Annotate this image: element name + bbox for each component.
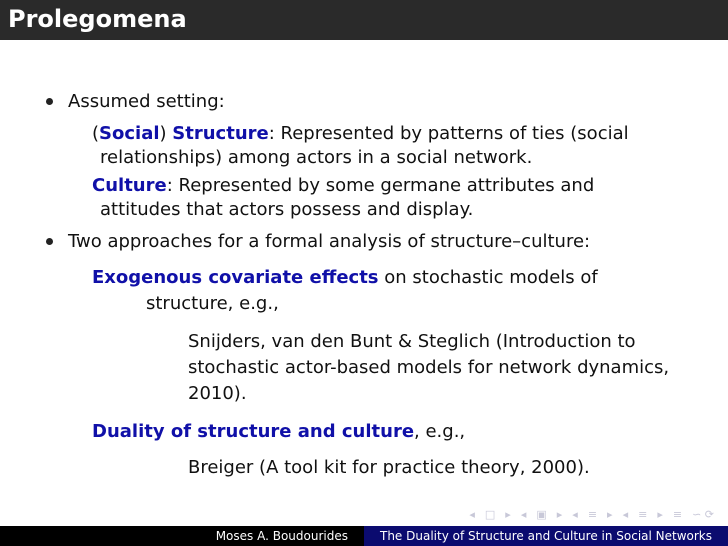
slide-footer — [0, 526, 728, 546]
duality-keyword: Duality of structure and culture — [92, 421, 415, 442]
structure-keyword: Structure — [172, 123, 269, 144]
structure-line-2: relationships) among actors in a social network. — [100, 147, 533, 168]
bullet-2-text: Two approaches for a formal analysis of structure–culture: — [68, 231, 591, 252]
footer-author-box — [0, 526, 364, 546]
nav-next-section-icon[interactable]: ▸ — [607, 507, 613, 521]
social-keyword: Social — [99, 123, 160, 144]
nav-prev-subsection-icon[interactable]: ◂ — [622, 507, 629, 521]
nav-align-icon[interactable]: ≡ — [672, 507, 683, 521]
exogenous-line-1: Exogenous covariate effects on stochastic models of — [92, 267, 598, 288]
culture-keyword: Culture — [92, 175, 167, 196]
footer-title-box: The Duality of Structure and Culture in Social Networks — [364, 526, 728, 546]
beamer-navigation — [469, 506, 714, 522]
bullet-1-text: Assumed setting: — [68, 91, 225, 112]
culture-line-1: Culture: Represented by some germane attributes and — [92, 175, 595, 196]
breiger-ref-line: Breiger (A tool kit for practice theory, 2000). — [188, 457, 590, 478]
bullet-dot-1 — [46, 98, 53, 105]
nav-next-slide-icon[interactable]: ▸ — [505, 507, 511, 521]
nav-prev-section-icon[interactable]: ◂ — [572, 507, 578, 521]
nav-subsection-icon[interactable]: ≡ — [638, 507, 648, 521]
snijders-ref-line-2: stochastic actor-based models for network dynamics, — [188, 357, 670, 378]
structure-line-1: (Social) Structure: Represented by patterns of ties (social — [92, 123, 629, 144]
nav-section-icon[interactable]: ≡ — [587, 507, 598, 521]
footer-author: Moses A. Boudourides — [215, 529, 348, 543]
nav-next-subsection-icon[interactable]: ▸ — [657, 507, 663, 521]
snijders-ref-line-1: Snijders, van den Bunt & Steglich (Introduction to — [188, 331, 636, 352]
exogenous-keyword: Exogenous covariate effects — [92, 267, 379, 288]
nav-next-frame-icon[interactable]: ▸ — [556, 507, 563, 521]
nav-slide-icon[interactable]: □ — [484, 507, 496, 521]
slide-title: Prolegomena — [8, 5, 187, 33]
nav-frame-icon[interactable]: ▣ — [536, 507, 547, 521]
snijders-ref-line-3: 2010). — [188, 383, 247, 404]
duality-line: Duality of structure and culture, e.g., — [92, 421, 466, 442]
bullet-dot-2 — [46, 238, 53, 245]
culture-line-2: attitudes that actors possess and display. — [100, 199, 474, 220]
nav-search-icon[interactable]: ∽ ⟳ — [692, 507, 714, 521]
nav-prev-frame-icon[interactable]: ◂ — [520, 507, 527, 521]
exogenous-line-2: structure, e.g., — [146, 293, 279, 314]
nav-prev-slide-icon[interactable]: ◂ — [469, 507, 475, 521]
